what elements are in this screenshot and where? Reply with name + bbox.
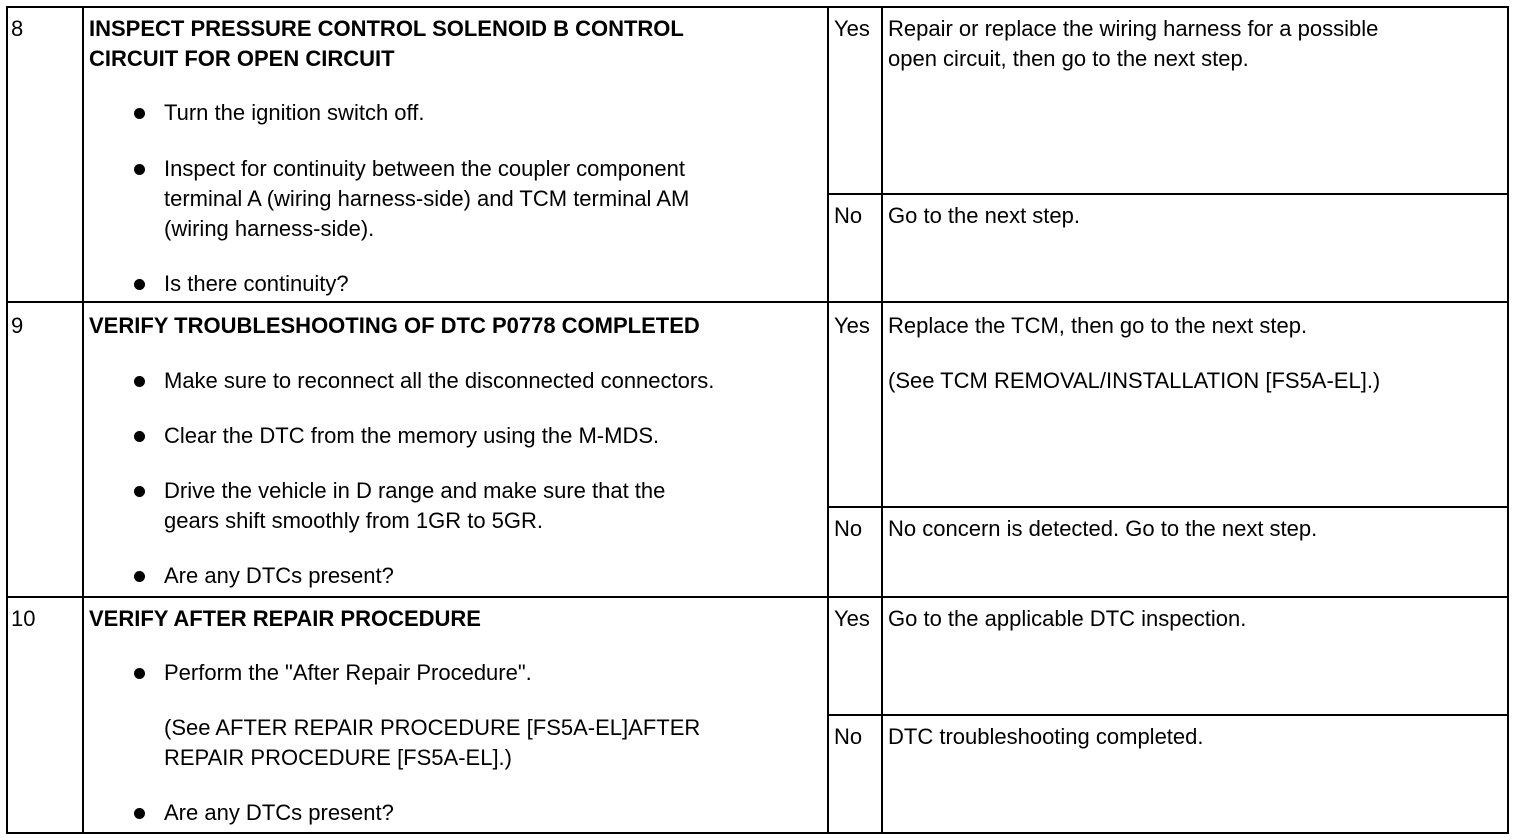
bullet-icon [134, 164, 145, 175]
bullet-text: terminal A (wiring harness-side) and TCM terminal AM [164, 186, 690, 211]
bullet-icon [134, 668, 145, 679]
yes-result-text: open circuit, then go to the next step. [888, 46, 1249, 71]
yes-label: Yes [834, 16, 870, 41]
bullet-text: (wiring harness-side). [164, 216, 375, 241]
step-title-line: VERIFY TROUBLESHOOTING OF DTC P0778 COMPLETED [89, 313, 700, 338]
yes-no-divider-row10 [827, 714, 1507, 716]
bullet-icon [134, 486, 145, 497]
bullet-text: Are any DTCs present? [164, 800, 394, 825]
row-divider-9-10 [6, 596, 1507, 598]
no-label: No [834, 203, 863, 228]
bullet-text: Turn the ignition switch off. [164, 100, 425, 125]
no-result-text: Go to the next step. [888, 203, 1081, 228]
bullet-icon [134, 571, 145, 582]
yes-result-text: (See TCM REMOVAL/INSTALLATION [FS5A-EL].) [888, 368, 1381, 393]
bullet-text: Perform the "After Repair Procedure". [164, 660, 532, 685]
bullet-icon [134, 279, 145, 290]
bullet-icon [134, 431, 145, 442]
bullet-text: Drive the vehicle in D range and make sure that the [164, 478, 666, 503]
no-result-text: No concern is detected. Go to the next step. [888, 516, 1318, 541]
bullet-icon [134, 808, 145, 819]
step-title-line: CIRCUIT FOR OPEN CIRCUIT [89, 46, 395, 71]
yes-result-text: Go to the applicable DTC inspection. [888, 606, 1247, 631]
yes-no-divider-row9 [827, 506, 1507, 508]
col-divider-result [881, 6, 883, 834]
bullet-text: Are any DTCs present? [164, 563, 394, 588]
row-divider-8-9 [6, 301, 1507, 303]
bullet-text: Inspect for continuity between the coupler component [164, 156, 685, 181]
reference-text: (See AFTER REPAIR PROCEDURE [FS5A-EL]AFTER [164, 715, 701, 740]
bullet-text: Clear the DTC from the memory using the M-MDS. [164, 423, 660, 448]
yes-result-text: Replace the TCM, then go to the next step. [888, 313, 1308, 338]
bullet-text: gears shift smoothly from 1GR to 5GR. [164, 508, 544, 533]
col-divider-step [82, 6, 84, 834]
bullet-text: Make sure to reconnect all the disconnected connectors. [164, 368, 715, 393]
bullet-icon [134, 108, 145, 119]
step-number: 8 [11, 16, 24, 41]
yes-no-divider-row8 [827, 193, 1507, 195]
step-title-line: VERIFY AFTER REPAIR PROCEDURE [89, 606, 481, 631]
yes-result-text: Repair or replace the wiring harness for a possible [888, 16, 1379, 41]
step-number: 9 [11, 313, 24, 338]
reference-text: REPAIR PROCEDURE [FS5A-EL].) [164, 745, 512, 770]
no-label: No [834, 724, 863, 749]
no-result-text: DTC troubleshooting completed. [888, 724, 1204, 749]
yes-label: Yes [834, 313, 870, 338]
step-title-line: INSPECT PRESSURE CONTROL SOLENOID B CONTROL [89, 16, 684, 41]
bullet-text: Is there continuity? [164, 271, 349, 296]
step-number: 10 [11, 606, 36, 631]
yes-label: Yes [834, 606, 870, 631]
no-label: No [834, 516, 863, 541]
procedure-table [6, 6, 1509, 834]
bullet-icon [134, 376, 145, 387]
col-divider-yesno [827, 6, 829, 834]
